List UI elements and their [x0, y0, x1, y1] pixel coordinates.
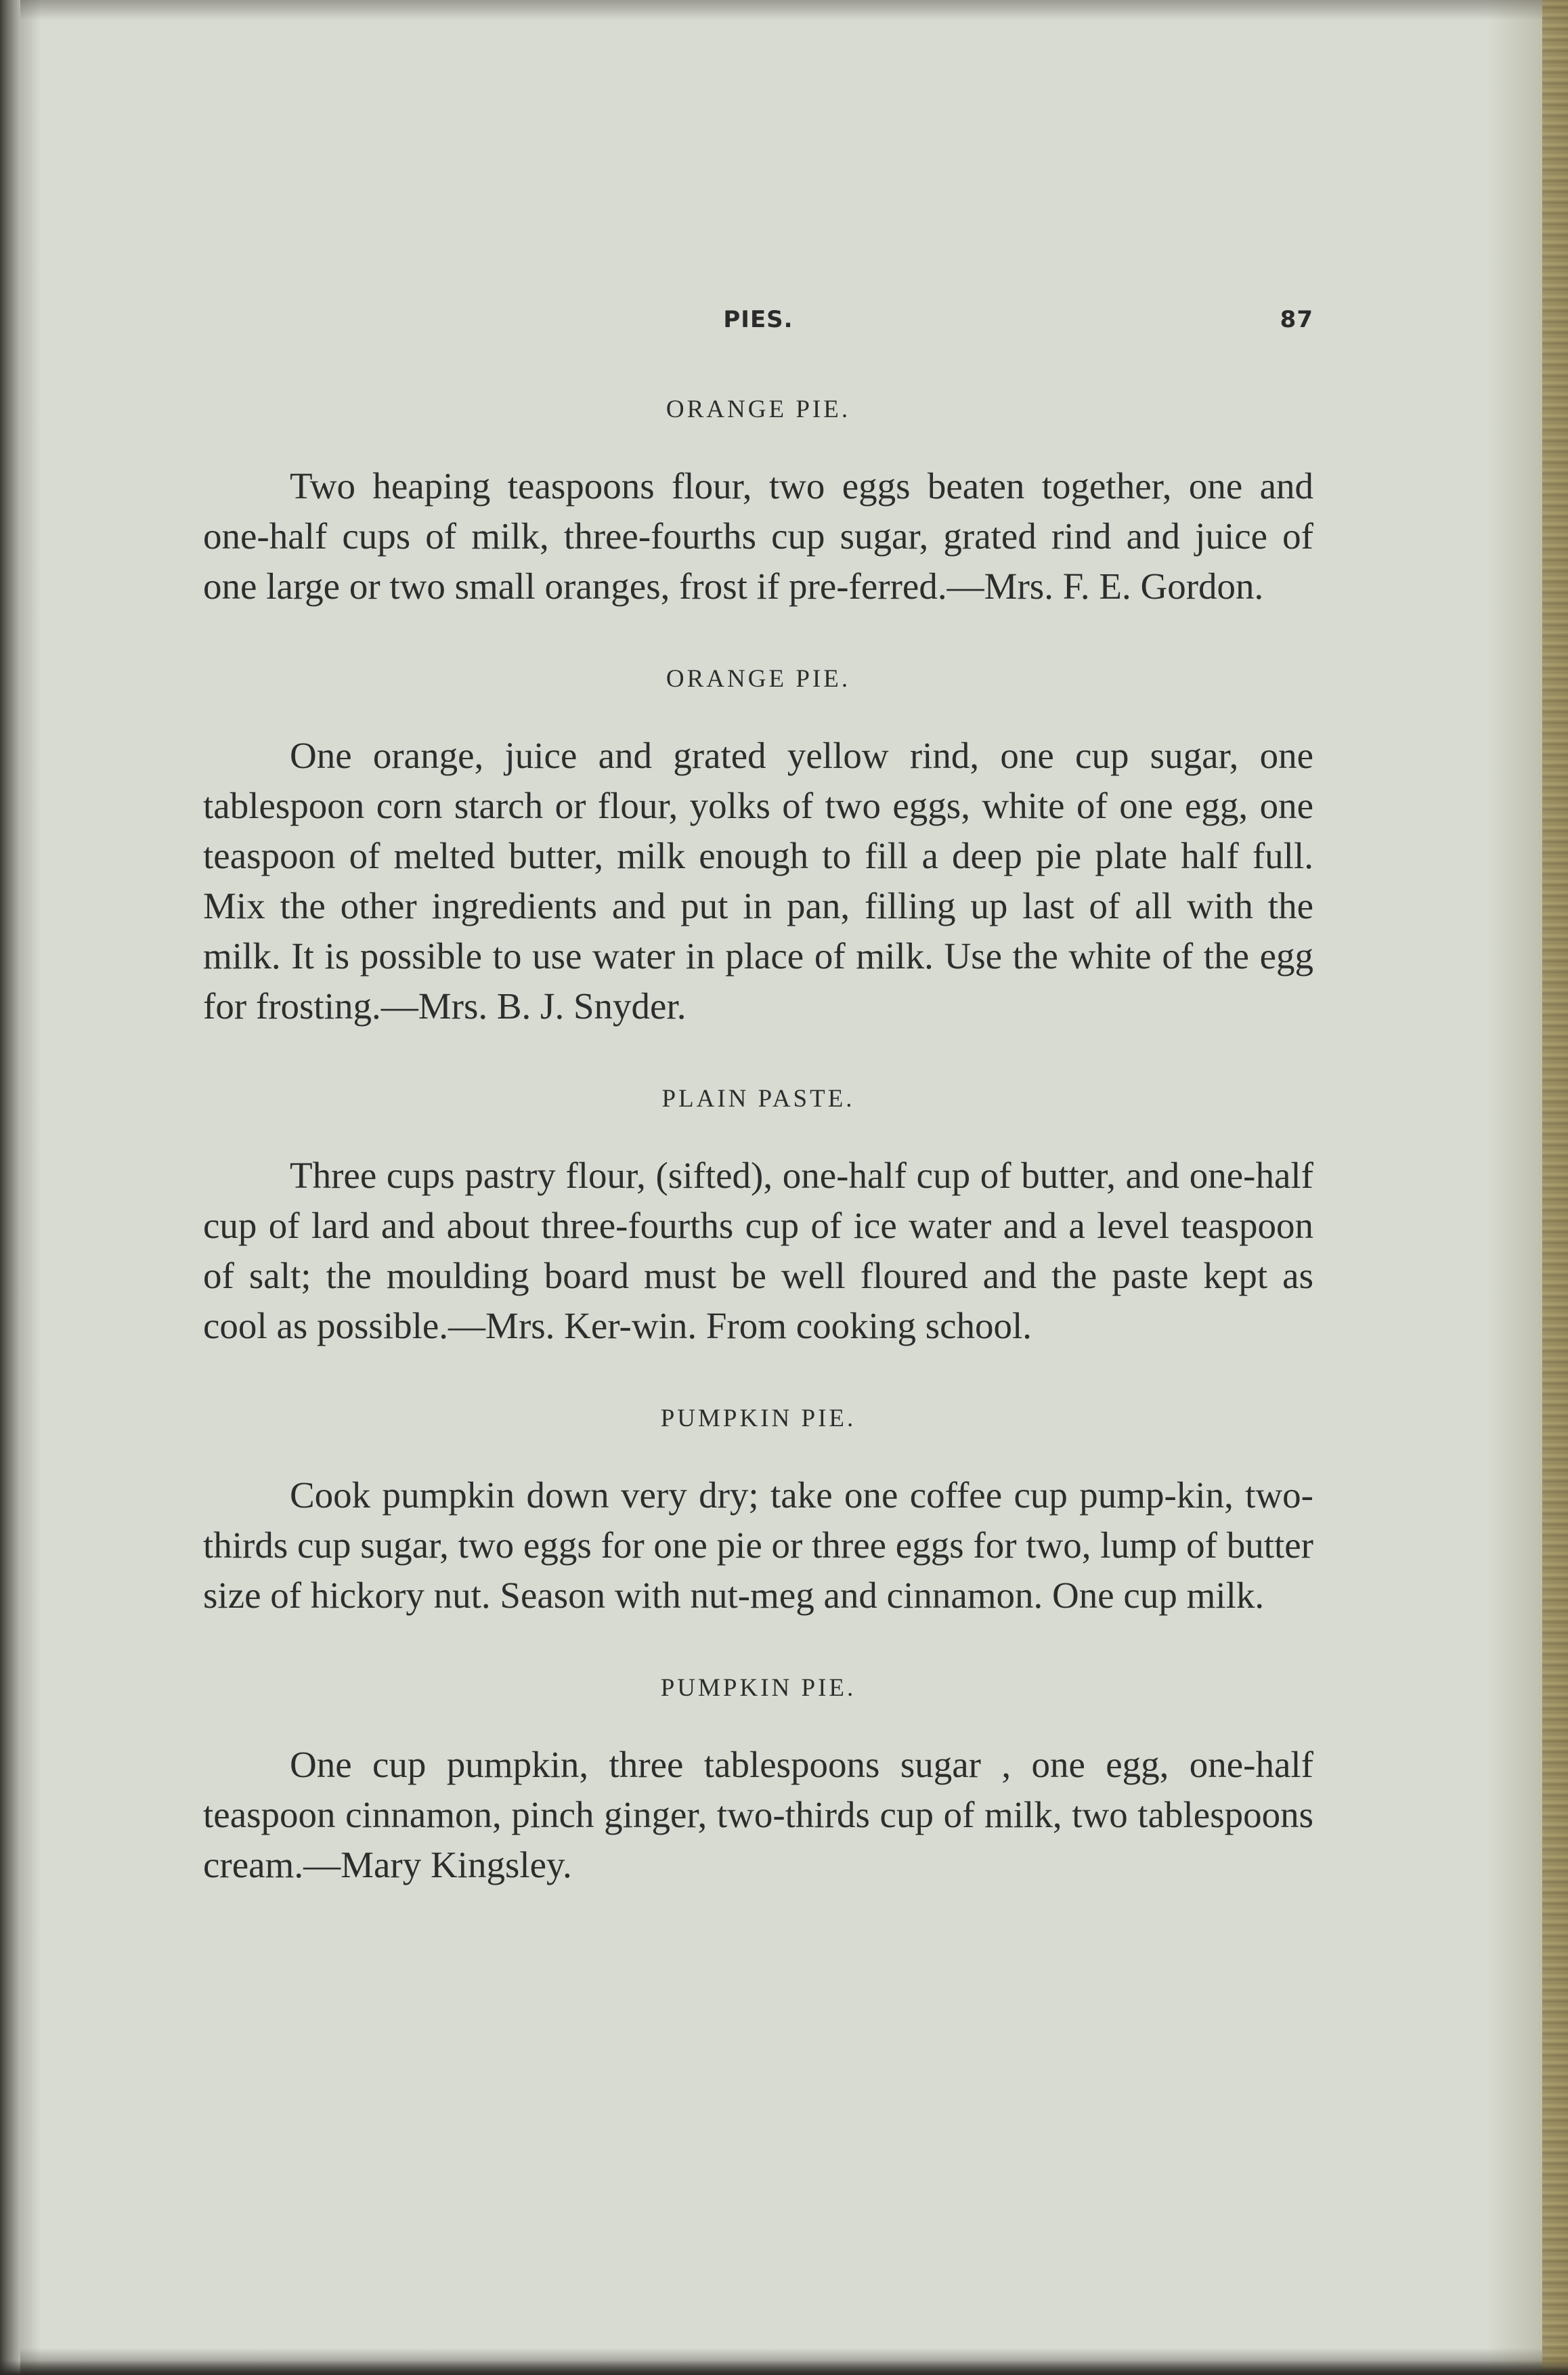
section-title: PIES. — [723, 306, 793, 333]
recipe-body: One orange, juice and grated yellow rind, one cup sugar, one tablespoon corn starch or flour, yolks of two eggs, white of one egg, one teaspoon of melted butter, milk enough to fill a deep pie plate half full. Mix the other ingredients and put in pan, filling up last of all with the milk. It is possible to use water in place of milk. Use the white of the egg for frosting.—Mrs. B. J. Snyder. — [203, 735, 1313, 1027]
running-head — [203, 306, 1313, 340]
page-number: 87 — [1280, 306, 1313, 333]
recipe-body: Two heaping teaspoons flour, two eggs beaten together, one and one-half cups of milk, three-fourths cup sugar, grated rind and juice of one large or two small oranges, frost if pre-ferred.—Mrs. F. E. Gordon. — [203, 465, 1313, 607]
recipe-body: Cook pumpkin down very dry; take one coffee cup pump-kin, two-thirds cup sugar, two eggs for one pie or three eggs for two, lump of butter size of hickory nut. Season with nut-meg and cinnamon. One cup milk. — [203, 1474, 1313, 1616]
recipe-title: PLAIN PASTE. — [661, 1085, 855, 1113]
recipe-title: ORANGE PIE. — [666, 395, 851, 423]
recipe-pumpkin-pie-kingsley — [203, 1668, 1313, 1890]
recipe-title: PUMPKIN PIE. — [660, 1674, 856, 1702]
recipe-body: One cup pumpkin, three tablespoons sugar , one egg, one-half teaspoon cinnamon, pinch ginger, two-thirds cup of milk, two tablespoons cream.—Mary Kingsley. — [203, 1744, 1313, 1885]
fore-edge — [1542, 0, 1568, 2375]
bottom-edge — [0, 2360, 1568, 2375]
recipe-orange-pie-snyder — [203, 659, 1313, 1031]
recipe-plain-paste — [203, 1079, 1313, 1351]
recipe-title: ORANGE PIE. — [666, 665, 851, 693]
binding-edge — [0, 0, 20, 2375]
page-content — [203, 389, 1313, 1938]
recipe-orange-pie-gordon — [203, 389, 1313, 612]
recipe-body: Three cups pastry flour, (sifted), one-half cup of butter, and one-half cup of lard and about three-fourths cup of ice water and a level teaspoon of salt; the moulding board must be well floured and the paste kept as cool as possible.—Mrs. Ker-win. From cooking school. — [203, 1155, 1313, 1346]
recipe-title: PUMPKIN PIE. — [660, 1405, 856, 1432]
recipe-pumpkin-pie-1 — [203, 1398, 1313, 1621]
